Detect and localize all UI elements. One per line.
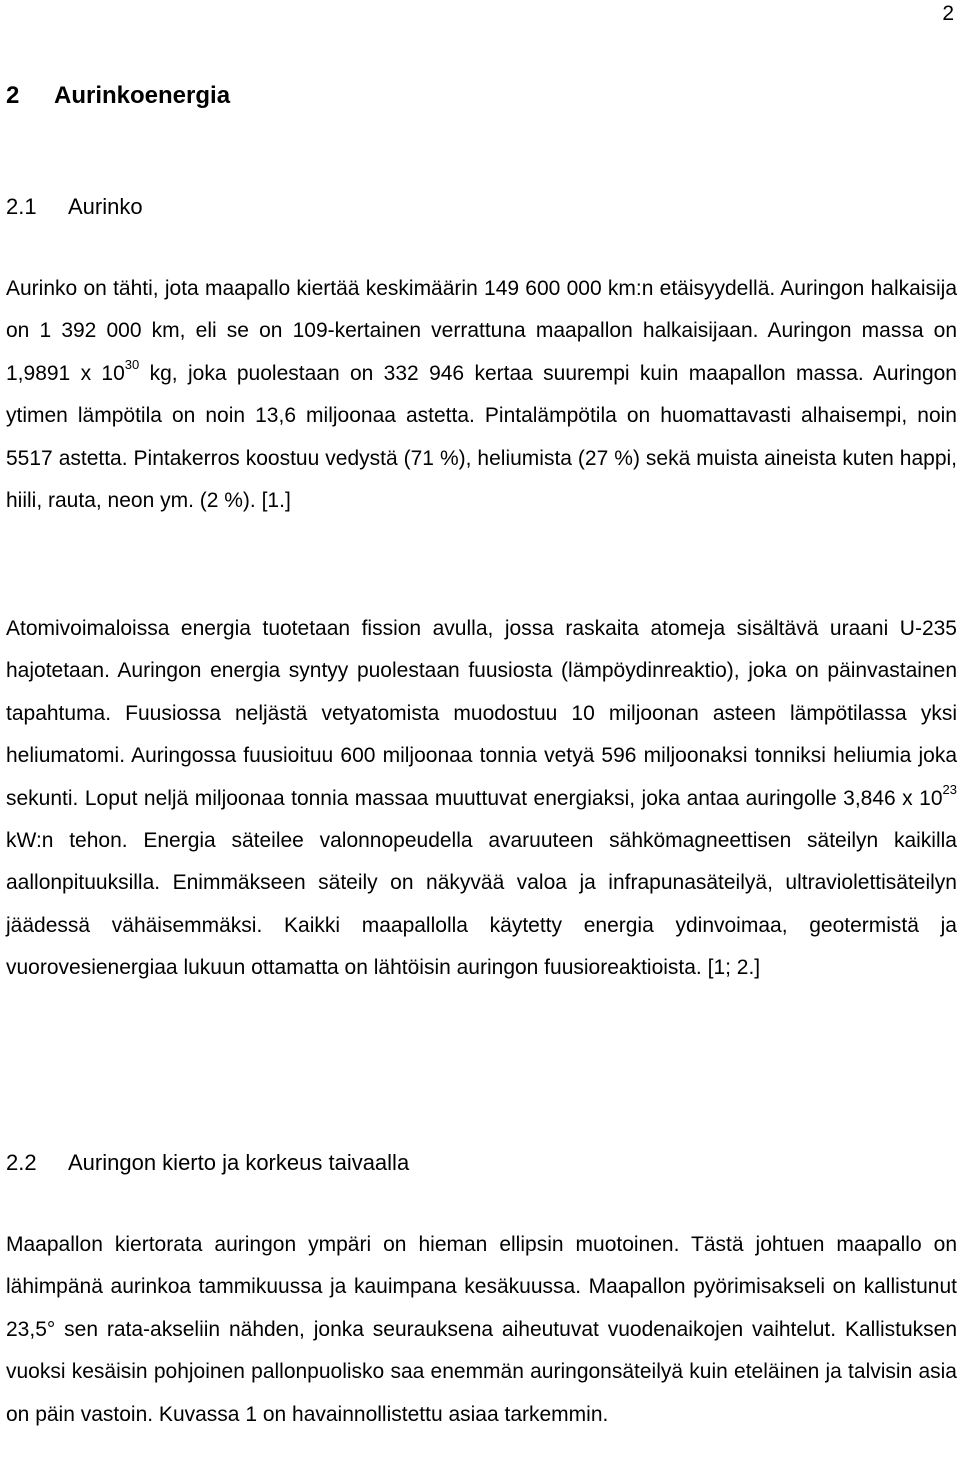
paragraph-sun-facts bbox=[6, 268, 957, 522]
section-title: Aurinko bbox=[68, 194, 143, 219]
paragraph-text: Atomivoimaloissa energia tuotetaan fission avulla, jossa raskaita atomeja sisältävä uraani U-235 hajotetaan. Auringon energia syntyy puolestaan fuusiosta (lämpöydinreaktio), joka on päinvastainen tapahtuma. Fuusiossa neljästä vetyatomista muodostuu 10 miljoonan asteen lämpötilassa yksi heliumatomi. Auringossa fuusioituu 600 miljoonaa tonnia vetyä 596 miljoonaksi tonniksi heliumia joka sekunti. Loput neljä miljoonaa tonnia massaa muuttuvat energiaksi, joka antaa auringolle 3,846 x 10 bbox=[6, 617, 957, 810]
superscript-exponent: 30 bbox=[124, 356, 140, 372]
section-title: Auringon kierto ja korkeus taivaalla bbox=[68, 1150, 410, 1175]
paragraph-text: Aurinko on tähti, jota maapallo kiertää keskimäärin 149 600 000 km:n etäisyydellä. Auringon halkaisija on 1 392 000 km, eli se on 109-kertainen verrattuna maapallon halkaisijaan. Auringon massa on 1,9891 x 10 bbox=[6, 277, 957, 385]
paragraph-fusion bbox=[6, 608, 957, 990]
paragraph-text: kg, joka puolestaan on 332 946 kertaa suurempi kuin maapallon massa. Auringon ytimen lämpötila on noin 13,6 miljoonaa astetta. Pintalämpötila on huomattavasti alhaisempi, noin 5517 astetta. Pintakerros koostuu vedystä (71 %), heliumista (27 %) sekä muista aineista kuten happi, hiili, rauta, neon ym. (2 %). [1.] bbox=[6, 361, 957, 513]
chapter-number: 2 bbox=[6, 82, 20, 109]
section-number: 2.2 bbox=[6, 1150, 37, 1175]
page-number: 2 bbox=[942, 2, 954, 25]
paragraph-earth-orbit bbox=[6, 1224, 957, 1436]
section-heading-aurinko bbox=[6, 194, 143, 220]
section-heading-auringon-kierto bbox=[6, 1150, 409, 1176]
superscript-exponent: 23 bbox=[942, 781, 957, 797]
paragraph-text: kW:n tehon. Energia säteilee valonnopeudella avaruuteen sähkömagneettisen säteilyn kaikilla aallonpituuksilla. Enimmäkseen säteily on näkyvää valoa ja infrapunasäteilyä, ultraviolettisäteilyn jäädessä vähäisemmäksi. Kaikki maapallolla käytetty energia ydinvoimaa, geotermistä ja vuorovesienergiaa lukuun ottamatta on lähtöisin auringon fuusioreaktioista. [1; 2.] bbox=[6, 829, 957, 980]
paragraph-text: Maapallon kiertorata auringon ympäri on hieman ellipsin muotoinen. Tästä johtuen maapallo on lähimpänä aurinkoa tammikuussa ja kauimpana kesäkuussa. Maapallon pyörimisakseli on kallistunut 23,5° sen rata-akseliin nähden, jonka seurauksena aiheutuvat vuodenaikojen vaihtelut. Kallistuksen vuoksi kesäisin pohjoinen pallonpuolisko saa enemmän auringonsäteilyä kuin eteläinen ja talvisin asia on päin vastoin. Kuvassa 1 on havainnollistettu asiaa tarkemmin. bbox=[6, 1233, 957, 1426]
chapter-title: Aurinkoenergia bbox=[54, 82, 231, 109]
section-number: 2.1 bbox=[6, 194, 37, 219]
chapter-heading bbox=[6, 82, 230, 110]
